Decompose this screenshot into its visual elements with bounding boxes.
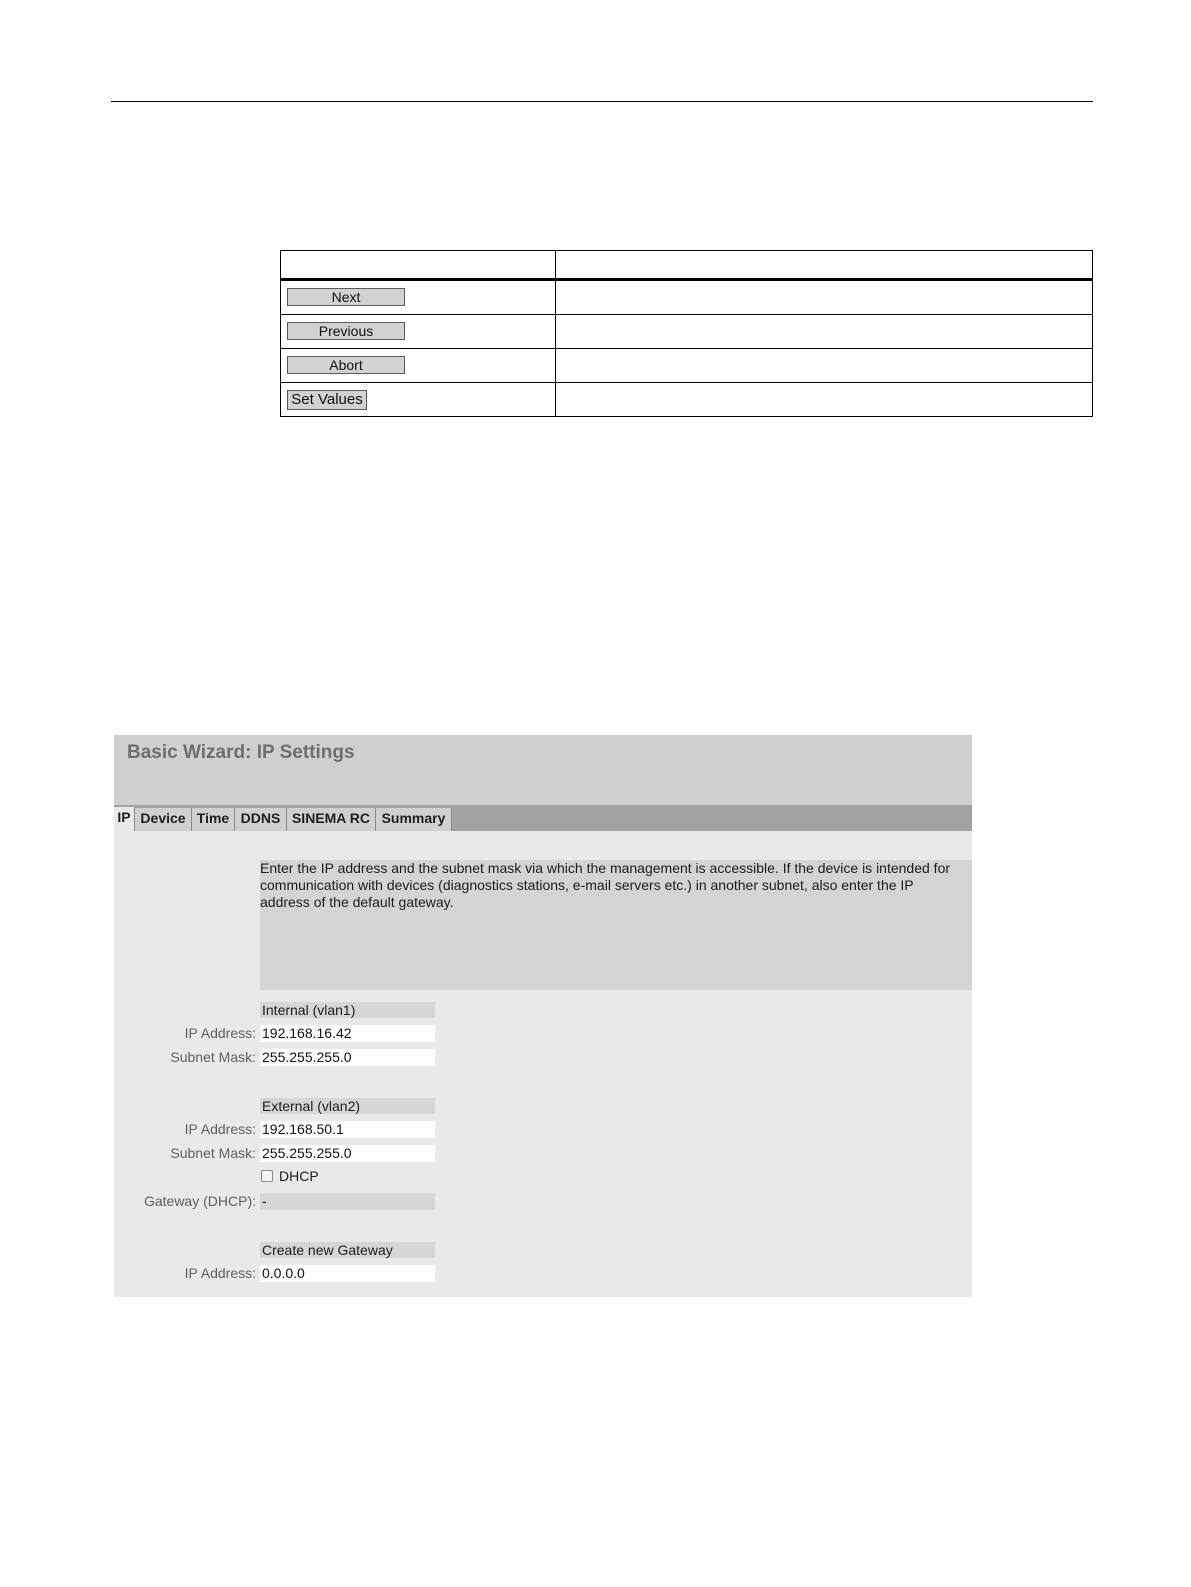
tab-time[interactable]: Time: [192, 808, 235, 831]
internal-ip-label: IP Address:: [184, 1025, 256, 1041]
page-top-rule: [111, 101, 1093, 102]
table-cell-description: [556, 315, 1093, 349]
internal-mask-input[interactable]: [260, 1049, 435, 1066]
basic-wizard-panel: [114, 735, 972, 1297]
next-button[interactable]: Next: [287, 288, 405, 306]
description-box: [260, 860, 972, 990]
table-header-function: [556, 251, 1093, 280]
table-row: [281, 315, 1093, 349]
table-row: [281, 383, 1093, 417]
tab-sinema-rc[interactable]: SINEMA RC: [287, 808, 376, 831]
table-header-button: [281, 251, 556, 280]
table-cell-description: [556, 383, 1093, 417]
tab-bar: [114, 805, 972, 831]
external-ip-input[interactable]: [260, 1121, 435, 1138]
gateway-ip-label: IP Address:: [184, 1265, 256, 1281]
internal-section-header: Internal (vlan1): [260, 1002, 435, 1018]
tab-summary[interactable]: Summary: [376, 808, 452, 831]
tab-ddns[interactable]: DDNS: [235, 808, 287, 831]
table-row: [281, 349, 1093, 383]
page-title: Basic Wizard: IP Settings: [127, 742, 355, 763]
tab-device[interactable]: Device: [135, 808, 192, 831]
external-section-header: External (vlan2): [260, 1098, 435, 1114]
description-line: communication with devices (diagnostics stations, e-mail servers etc.) in another subnet, also enter the IP: [260, 877, 914, 893]
gateway-dhcp-value: -: [260, 1193, 435, 1210]
gateway-section-header: Create new Gateway: [260, 1242, 435, 1258]
external-mask-input[interactable]: [260, 1145, 435, 1162]
tab-ip[interactable]: IP: [114, 807, 135, 831]
dhcp-checkbox[interactable]: [261, 1170, 273, 1182]
wizard-header: [114, 735, 972, 805]
table-header-row: [281, 251, 1093, 280]
set-values-button[interactable]: Set Values: [287, 390, 367, 410]
table-row: [281, 280, 1093, 315]
external-mask-label: Subnet Mask:: [170, 1145, 256, 1161]
external-ip-label: IP Address:: [184, 1121, 256, 1137]
dhcp-label: DHCP: [279, 1168, 319, 1184]
previous-button[interactable]: Previous: [287, 322, 405, 340]
internal-mask-label: Subnet Mask:: [170, 1049, 256, 1065]
gateway-dhcp-label: Gateway (DHCP):: [143, 1193, 256, 1209]
gateway-ip-input[interactable]: [260, 1265, 435, 1282]
buttons-table: [280, 250, 1093, 417]
description-line: address of the default gateway.: [260, 894, 454, 910]
abort-button[interactable]: Abort: [287, 356, 405, 374]
table-cell-description: [556, 349, 1093, 383]
internal-ip-input[interactable]: [260, 1025, 435, 1042]
description-line: Enter the IP address and the subnet mask via which the management is accessible. If the device is intended for: [260, 860, 951, 876]
table-cell-description: [556, 280, 1093, 315]
